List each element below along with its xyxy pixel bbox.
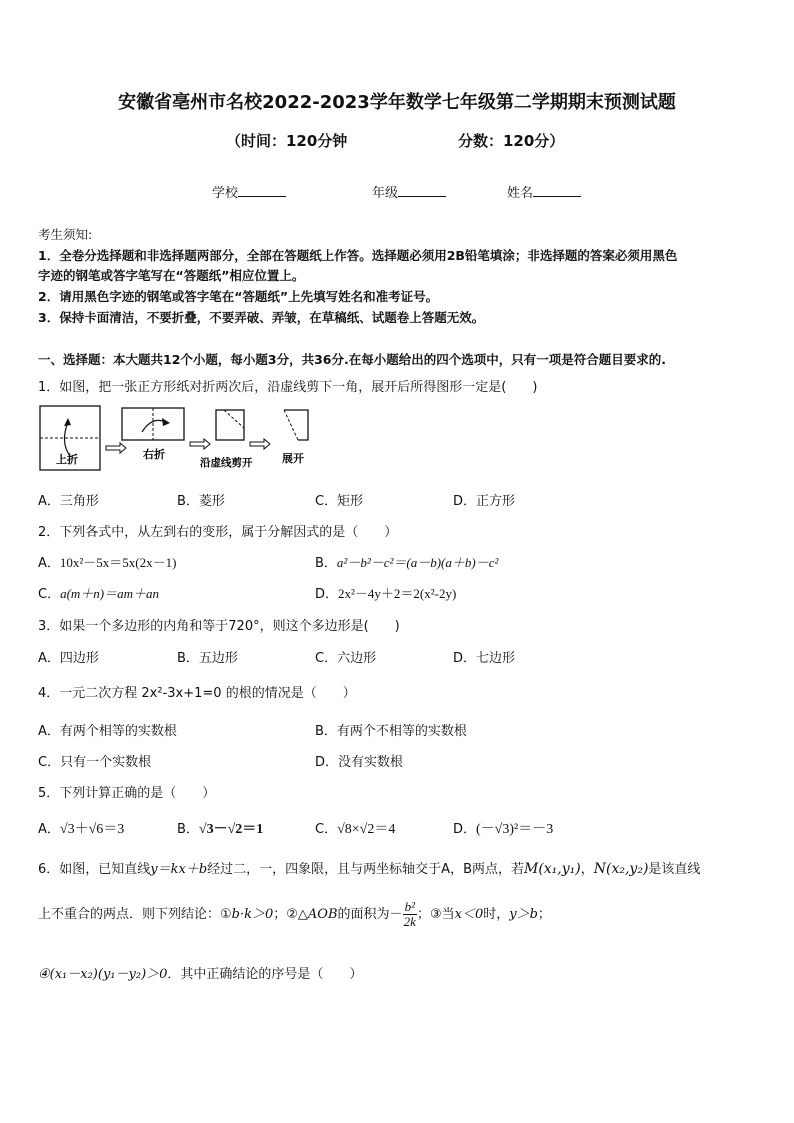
q1-option-a[interactable]: A．三角形 bbox=[38, 494, 99, 509]
notice-item-1-line-1: 1．全卷分选择题和非选择题两部分，全部在答题纸上作答。选择题必须用2B铅笔填涂；非选择题的答案必须用黑色 bbox=[38, 248, 678, 263]
q5-option-b[interactable] bbox=[177, 818, 263, 838]
q2-a-expression: 10x²－5x＝5x(2x－1) bbox=[59, 555, 177, 570]
q6-text-2b: ；② bbox=[273, 907, 298, 922]
page-title: 安徽省亳州市名校2022-2023学年数学七年级第二学期期末预测试题 bbox=[118, 92, 676, 113]
q6-line-3 bbox=[38, 963, 362, 982]
q2-c-letter: C． bbox=[38, 587, 61, 602]
q2-option-c[interactable] bbox=[38, 583, 159, 602]
q6-line-2 bbox=[38, 900, 551, 929]
q6-point-m: M(x₁,y₁) bbox=[523, 861, 581, 877]
q1-option-c[interactable]: C．矩形 bbox=[315, 494, 364, 509]
q5-stem: 5．下列计算正确的是（ ） bbox=[38, 786, 216, 801]
q4-option-c[interactable]: C．只有一个实数根 bbox=[38, 755, 152, 770]
q5-c-expression: √8×√2＝4 bbox=[337, 822, 396, 837]
q6-text-2a: 上不重合的两点．则下列结论：① bbox=[38, 907, 232, 922]
q3-option-b[interactable]: B．五边形 bbox=[177, 651, 238, 666]
q3-option-a[interactable]: A．四边形 bbox=[38, 651, 99, 666]
q5-c-letter: C． bbox=[315, 822, 338, 837]
q6-conclusion-1: b·k＞0 bbox=[231, 907, 274, 922]
q2-b-expression: a²－b²－c²＝(a－b)(a＋b)－c² bbox=[336, 555, 499, 570]
q5-option-a[interactable] bbox=[38, 818, 124, 838]
q2-b-letter: B． bbox=[315, 556, 337, 571]
fig-curved-arrow-2 bbox=[142, 420, 166, 432]
school-field[interactable] bbox=[212, 182, 286, 201]
name-field[interactable] bbox=[507, 182, 581, 201]
q5-d-letter: D． bbox=[453, 822, 477, 837]
q4-option-d[interactable]: D．没有实数根 bbox=[315, 755, 404, 770]
q6-minus-sign: － bbox=[389, 906, 403, 921]
fig-small-square-3 bbox=[216, 410, 244, 440]
school-blank bbox=[238, 184, 286, 197]
q6-text-1a: 6．如图，已知直线 bbox=[38, 862, 151, 877]
school-label: 学校 bbox=[212, 186, 239, 201]
fig-label-1: 上折 bbox=[56, 453, 78, 466]
fig-label-2: 右折 bbox=[143, 448, 165, 461]
q6-conclusion-4: ④(x₁－x₂)(y₁－y₂)＞0 bbox=[38, 967, 168, 982]
grade-field[interactable] bbox=[372, 182, 446, 201]
q6-condition-x: x＜0 bbox=[454, 907, 484, 922]
q6-text-2f: ； bbox=[537, 907, 551, 922]
q2-option-a[interactable] bbox=[38, 552, 176, 571]
q2-a-letter: A． bbox=[38, 556, 60, 571]
q6-text-1c: 是该直线 bbox=[648, 862, 701, 877]
q1-option-b[interactable]: B．菱形 bbox=[177, 494, 225, 509]
q3-option-d[interactable]: D．七边形 bbox=[453, 651, 516, 666]
fig-arrowhead-1 bbox=[64, 418, 71, 426]
q6-fraction-denominator: 2k bbox=[403, 914, 416, 929]
notice-item-1-line-2: 字迹的钢笔或答字笔写在“答题纸”相应位置上。 bbox=[38, 268, 305, 283]
fig-curved-arrow-1 bbox=[64, 422, 70, 456]
fig-step-arrow-2 bbox=[190, 439, 210, 449]
fig-arrowhead-2 bbox=[162, 418, 170, 426]
q4-option-b[interactable]: B．有两个不相等的实数根 bbox=[315, 724, 467, 739]
q6-text-2d: ；③当 bbox=[416, 907, 455, 922]
fig-cut-edge-4 bbox=[284, 410, 298, 440]
q6-text-1b: 经过二，一，四象限，且与两坐标轴交于A，B两点，若 bbox=[207, 862, 524, 877]
q5-option-c[interactable] bbox=[315, 818, 395, 838]
q2-d-expression: 2x²－4y＋2＝2(x²-2y) bbox=[338, 586, 457, 601]
q3-stem: 3．如果一个多边形的内角和等于720°，则这个多边形是( ) bbox=[38, 619, 400, 634]
fig-step-arrow-3 bbox=[250, 439, 270, 449]
name-label: 姓名 bbox=[507, 186, 534, 201]
notice-heading: 考生须知: bbox=[38, 227, 93, 242]
grade-label: 年级 bbox=[372, 186, 399, 201]
fig-step-arrow-1 bbox=[106, 443, 126, 453]
grade-blank bbox=[398, 184, 446, 197]
q6-line-equation: y＝kx＋b bbox=[150, 862, 208, 877]
q6-text-2e: 时， bbox=[483, 907, 510, 922]
q6-text-3a: ．其中正确结论的序号是（ ） bbox=[167, 967, 363, 982]
section-1-heading: 一、选择题：本大题共12个小题，每小题3分，共36分.在每小题给出的四个选项中，只有一项是符合题目要求的. bbox=[38, 352, 666, 367]
fig-cut-line-3 bbox=[224, 410, 244, 428]
q6-triangle-aob: △AOB bbox=[297, 907, 338, 922]
q6-area-fraction bbox=[403, 900, 417, 929]
q5-a-letter: A． bbox=[38, 822, 60, 837]
q5-b-expression: √3－√2＝1 bbox=[198, 822, 264, 837]
q5-d-expression: (－√3)²＝－3 bbox=[476, 822, 554, 837]
q2-c-expression: a(m＋n)＝am＋an bbox=[60, 586, 160, 601]
q5-option-d[interactable] bbox=[453, 818, 553, 838]
fig-label-3: 沿虚线剪开 bbox=[200, 457, 253, 469]
fig-label-4: 展开 bbox=[282, 452, 304, 465]
q1-option-d[interactable]: D．正方形 bbox=[453, 494, 516, 509]
q6-text-2c: 的面积为 bbox=[337, 907, 390, 922]
q6-point-n: N(x₂,y₂) bbox=[593, 861, 649, 877]
q1-folding-figure bbox=[38, 404, 328, 474]
notice-item-3: 3．保持卡面清洁，不要折叠，不要弄破、弄皱，在草稿纸、试题卷上答题无效。 bbox=[38, 310, 485, 325]
exam-score: 分数：120分） bbox=[458, 132, 565, 150]
notice-item-2: 2．请用黑色字迹的钢笔或答字笔在“答题纸”上先填写姓名和准考证号。 bbox=[38, 289, 439, 304]
q4-stem: 4．一元二次方程 2x²-3x+1=0 的根的情况是（ ） bbox=[38, 686, 356, 701]
exam-time: （时间：120分钟 bbox=[226, 132, 348, 150]
q6-condition-y: y＞b bbox=[509, 907, 538, 922]
q2-option-d[interactable] bbox=[315, 583, 456, 602]
q3-option-c[interactable]: C．六边形 bbox=[315, 651, 377, 666]
q2-d-letter: D． bbox=[315, 587, 339, 602]
q2-option-b[interactable] bbox=[315, 552, 498, 571]
q6-text-sep: ， bbox=[580, 862, 594, 877]
q6-line-1 bbox=[38, 858, 700, 877]
q5-b-letter: B． bbox=[177, 822, 199, 837]
q6-fraction-numerator: b² bbox=[404, 899, 415, 914]
fig-cut-shape-4 bbox=[284, 410, 308, 440]
name-blank bbox=[533, 184, 581, 197]
q5-a-expression: √3＋√6＝3 bbox=[59, 822, 125, 837]
q2-stem: 2．下列各式中，从左到右的变形，属于分解因式的是（ ） bbox=[38, 525, 398, 540]
q1-stem: 1．如图，把一张正方形纸对折两次后，沿虚线剪下一角，展开后所得图形一定是( ) bbox=[38, 380, 538, 395]
q4-option-a[interactable]: A．有两个相等的实数根 bbox=[38, 724, 177, 739]
